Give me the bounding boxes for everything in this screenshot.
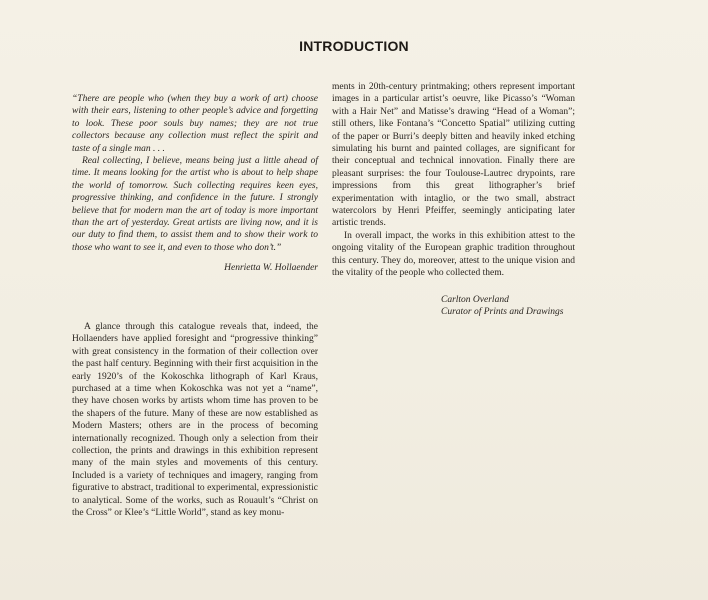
quote-paragraph-2: Real collecting, I believe, means being just a little ahead of time. It means looking for the artist who is about to help shape the world of tomorrow. Such collecting requires keen eyes, progressive thinking, and confidence in the future. I strongly believe that for modern man the art of today is more important than the art of yesterday. Great artists are living now, and it is our duty to find them, to assist them and to show their work to those who want to see it, and even to those who don’t.”: [72, 156, 318, 253]
body-text-left-column: [72, 321, 318, 520]
body-paragraph-2: In overall impact, the works in this exhibition attest to the ongoing vitality of the European graphic tradition throughout this century. They do, moreover, attest to the unique vision and the vitality of the people who collected them.: [332, 230, 575, 279]
collector-quote: [72, 93, 318, 254]
author-role: Curator of Prints and Drawings: [441, 307, 564, 318]
author-name: Carlton Overland: [441, 295, 509, 305]
quote-paragraph-1: “There are people who (when they buy a work of art) choose with their ears, listening to other people’s advice and forgetting to look. These poor souls buy names; they are not true collectors because any collection must reflect the spirit and taste of a single man . . .: [72, 94, 318, 154]
author-signature: [441, 294, 563, 319]
quote-attribution: Henrietta W. Hollaender: [224, 263, 318, 273]
body-paragraph-1-continued: ments in 20th-century printmaking; others represent important images in a particular artist’s oeuvre, like Picasso’s “Woman with a Hair Net” and Matisse’s drawing “Head of a Woman”; still others, like Fontana’s “Concetto Spatial” utilizing cutting of the paper or Burri’s deeply bitten and heavily inked etching simulating his burnt and painted collages, are significant for their conceptual and technical innovation. Finally there are pleasant surprises: the four Toulouse-Lautrec drypoints, rare impressions from this great lithographer’s brief experimentation with intaglio, or the two small, abstract watercolors by Henri Pfeiffer, seemingly anticipating later artistic trends.: [332, 82, 575, 229]
body-paragraph-1: A glance through this catalogue reveals that, indeed, the Hollaenders have applied foresight and “progressive thinking” with great consistency in the formation of their collection over the past half century. Beginning with their first acquisition in the early 1920’s of the Kokoschka lithograph of Karl Kraus, purchased at a time when Kokoschka was not yet a “name”, they have chosen works by artists whom time has proven to be the shapers of the future. Many of these are now established as Modern Masters; others are in the process of becoming internationally recognized. Though only a selection from their collection, the prints and drawings in this exhibition represent many of the main styles and movements of this century. Included is a variety of techniques and imagery, ranging from figurative to abstract, traditional to experimental, expressionistic to analytical. Some of the works, such as Rouault’s “Christ on the Cross” or Klee’s “Little World”, stand as key monu-: [72, 322, 318, 519]
page-title: INTRODUCTION: [299, 38, 409, 54]
body-text-right-column: [332, 81, 575, 280]
